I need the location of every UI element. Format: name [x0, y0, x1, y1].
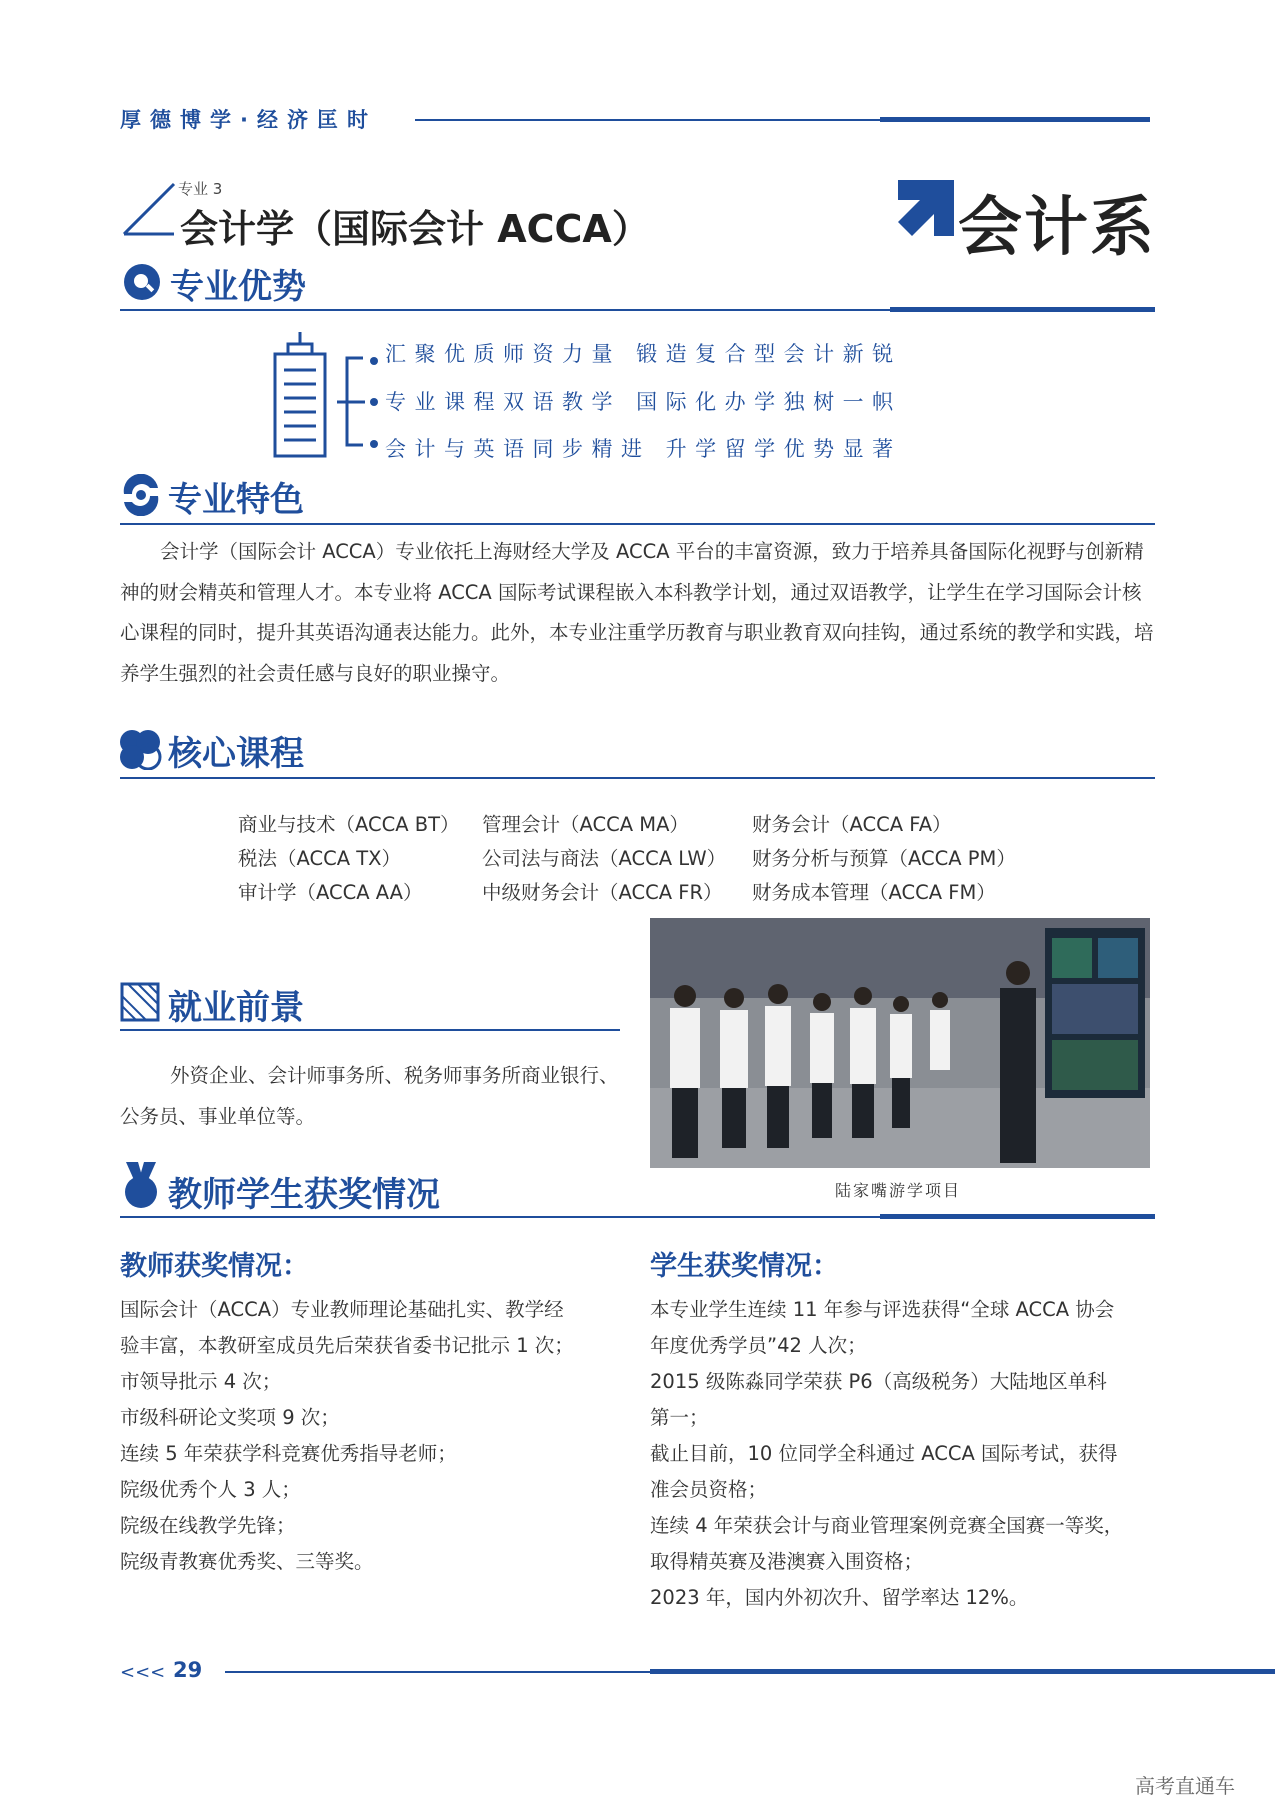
teacher-awards-list [120, 1292, 574, 1580]
section-rule [120, 523, 1155, 525]
section-rule [120, 777, 1155, 779]
teacher-award-item: 院级优秀个人 3 人； [120, 1478, 301, 1501]
section-rule [120, 309, 890, 311]
course-item: 财务分析与预算（ACCA PM） [752, 847, 1016, 870]
study-tour-photo [650, 918, 1150, 1168]
student-award-item: 本专业学生连续 11 年参与评选获得“全球 ACCA 协会 [650, 1298, 1115, 1321]
page-number: 29 [173, 1658, 203, 1682]
magnifier-icon [122, 262, 162, 302]
teacher-award-item: 院级在线教学先锋； [120, 1514, 296, 1537]
photo-caption: 陆家嘴游学项目 [835, 1181, 962, 1200]
features-paragraph: 会计学（国际会计 ACCA）专业依托上海财经大学及 ACCA 平台的丰富资源，致力于培养具备国际化视野与创新精神的财会精英和管理人才。本专业将 ACCA 国际考试课程嵌入本科教学计划，通过双语教学，让学生在学习国际会计核心课程的同时，提升其英语沟通表达能力。此外，本专业注重学历教育与职业教育双向挂钩，通过系统的教学和实践，培养学生强烈的社会责任感与良好的职业操守。 [120, 540, 1154, 685]
student-award-item: 第一； [650, 1406, 709, 1429]
student-award-item: 截止目前，10 位同学全科通过 ACCA 国际考试，获得 [650, 1442, 1118, 1465]
advantage-line: 专业课程双语教学 国际化办学独树一帜 [385, 390, 902, 414]
diagonal-arrow-icon [120, 180, 178, 238]
photo-illustration [650, 918, 1150, 1168]
brand-watermark: 高考直通车 [1135, 1774, 1235, 1798]
teacher-award-item: 市领导批示 4 次； [120, 1370, 282, 1393]
section-title-features: 专业特色 [168, 480, 304, 520]
section-title-awards: 教师学生获奖情况 [168, 1175, 440, 1215]
course-item: 财务成本管理（ACCA FM） [752, 881, 996, 904]
section-rule [120, 1029, 620, 1031]
motto: 厚德博学·经济匡时 [120, 108, 377, 132]
footer-rule-accent [650, 1669, 1275, 1674]
building-icon [270, 330, 330, 460]
bullet-dot [370, 398, 378, 406]
student-award-item: 2015 级陈淼同学荣获 P6（高级税务）大陆地区单科 [650, 1370, 1107, 1393]
course-item: 公司法与商法（ACCA LW） [482, 847, 727, 870]
teacher-award-item: 验丰富，本教研室成员先后荣获省委书记批示 1 次； [120, 1334, 574, 1357]
section-title-advantages: 专业优势 [170, 267, 306, 307]
student-award-item: 年度优秀学员”42 人次； [650, 1334, 867, 1357]
bullet-dot [370, 357, 378, 365]
student-award-item: 取得精英赛及港澳赛入围资格； [650, 1550, 924, 1573]
student-awards-heading: 学生获奖情况： [650, 1251, 839, 1282]
section-rule-accent [880, 1214, 1155, 1219]
section-title-courses: 核心课程 [168, 734, 304, 774]
circles-icon [118, 728, 162, 770]
medal-icon [120, 1160, 162, 1210]
section-rule-accent [890, 307, 1155, 312]
program-title: 会计学（国际会计 ACCA） [180, 207, 650, 251]
course-item: 管理会计（ACCA MA） [482, 813, 689, 836]
footer-rule [225, 1671, 650, 1673]
course-item: 财务会计（ACCA FA） [752, 813, 952, 836]
student-awards-list [650, 1292, 1123, 1616]
course-item: 审计学（ACCA AA） [238, 881, 423, 904]
career-paragraph: 外资企业、会计师事务所、税务师事务所商业银行、公务员、事业单位等。 [120, 1064, 619, 1128]
bracket-icon [335, 355, 375, 450]
footer-arrows: <<< [120, 1662, 166, 1683]
teacher-award-item: 国际会计（ACCA）专业教师理论基础扎实、教学经 [120, 1298, 564, 1321]
teacher-award-item: 院级青教赛优秀奖、三等奖。 [120, 1550, 374, 1573]
course-item: 商业与技术（ACCA BT） [238, 813, 460, 836]
department-arrow-icon [898, 180, 954, 236]
teacher-awards-heading: 教师获奖情况： [120, 1251, 309, 1282]
teacher-award-item: 连续 5 年荣获学科竞赛优秀指导老师； [120, 1442, 457, 1465]
course-item: 中级财务会计（ACCA FR） [482, 881, 723, 904]
bullet-dot [370, 440, 378, 448]
advantage-line: 汇聚优质师资力量 锻造复合型会计新锐 [385, 342, 902, 366]
student-award-item: 准会员资格； [650, 1478, 768, 1501]
program-tag: 专业 3 [178, 180, 223, 198]
advantage-line: 会计与英语同步精进 升学留学优势显著 [385, 437, 902, 461]
header-rule-accent [880, 117, 1150, 122]
header-rule [415, 119, 880, 121]
course-item: 税法（ACCA TX） [238, 847, 402, 870]
student-award-item: 连续 4 年荣获会计与商业管理案例竞赛全国赛一等奖， [650, 1514, 1124, 1537]
section-title-career: 就业前景 [168, 988, 304, 1028]
teacher-award-item: 市级科研论文奖项 9 次； [120, 1406, 340, 1429]
stripes-icon [120, 982, 160, 1022]
department-title: 会计系 [958, 191, 1156, 265]
swirl-icon [120, 474, 162, 516]
student-award-item: 2023 年，国内外初次升、留学率达 12%。 [650, 1586, 1029, 1609]
